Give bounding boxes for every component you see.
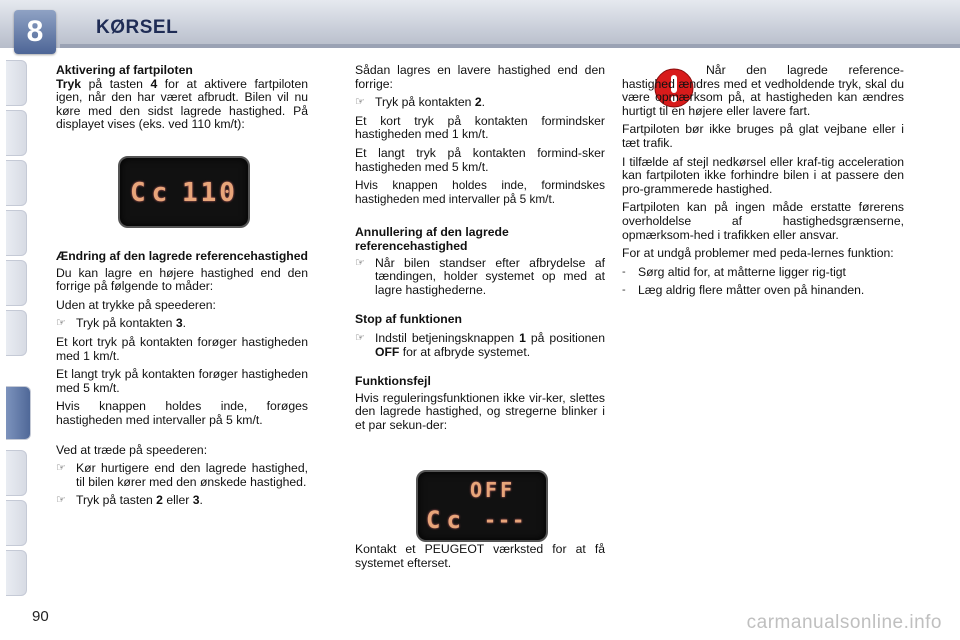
heading-change-reference: Ændring af den lagrede referencehastighed — [56, 249, 308, 263]
pointing-hand-icon: ☞ — [355, 331, 365, 344]
bullet-item: ☞ Tryk på tasten 2 eller 3. — [56, 493, 203, 508]
pointing-hand-icon: ☞ — [355, 256, 365, 269]
dash-item: - Sørg altid for, at måtterne ligger rig-tigt — [622, 264, 846, 279]
chapter-number-badge: 8 — [14, 10, 56, 54]
pointing-hand-icon: ☞ — [56, 317, 66, 330]
paragraph: I tilfælde af stejl nedkørsel eller kraf-tig acceleration kan fartpiloten ikke forhindre bilen i at passere den pro-grammerede hastighed. — [622, 154, 904, 196]
paragraph: Ved at træde på speederen: — [56, 442, 208, 457]
chapter-title: KØRSEL — [96, 17, 179, 38]
pointing-hand-icon: ☞ — [56, 494, 66, 507]
paragraph: Et langt tryk på kontakten forøger hastigheden med 5 km/t. — [56, 367, 308, 395]
heading-activation: Aktivering af fartpiloten — [56, 63, 193, 77]
page-number: 90 — [32, 608, 49, 625]
chapter-tab[interactable] — [6, 450, 27, 496]
column-1-lower — [56, 250, 308, 513]
paragraph: Du kan lagre en højere hastighed end den forrige på følgende to måder: — [56, 265, 308, 294]
cruise-display-fault — [416, 470, 548, 542]
chapter-tabs — [0, 60, 30, 580]
chapter-tab[interactable] — [6, 210, 27, 256]
heading-cancel-reference: Annullering af den lagrede referencehastighed — [355, 225, 509, 253]
dash-item: - Læg aldrig flere måtter oven på hinanden. — [622, 283, 865, 298]
column-1 — [56, 64, 308, 137]
display-symbol: Cc — [426, 506, 467, 534]
paragraph: Hvis knappen holdes inde, forøges hastigheden med intervaller på 5 km/t. — [56, 399, 308, 427]
paragraph: Sådan lagres en lavere hastighed end den forrige: — [355, 63, 605, 91]
display-symbol: Cc — [130, 178, 174, 208]
chapter-tab[interactable] — [6, 110, 27, 156]
paragraph: Tryk på tasten 4 for at aktivere fartpiloten igen, når den har været afbrudt. Bilen vil nu køre med den sidst lagrede hastighed. På displayet vises (eks. ved 110 km/t): — [56, 76, 308, 132]
chapter-tab[interactable] — [6, 500, 27, 546]
paragraph: Uden at trykke på speederen: — [56, 297, 216, 312]
heading-stop-function: Stop af funktionen — [355, 312, 462, 327]
paragraph: Fartpiloten bør ikke bruges på glat vejbane eller i tæt trafik. — [622, 122, 904, 150]
paragraph: Et langt tryk på kontakten formind-sker hastigheden med 5 km/t. — [355, 145, 605, 174]
watermark: carmanualsonline.info — [746, 612, 942, 633]
paragraph: Hvis knappen holdes inde, formindskes hastigheden med intervaller på 5 km/t. — [355, 178, 605, 206]
chapter-tab[interactable] — [6, 310, 27, 356]
paragraph: For at undgå problemer med peda-lernes funktion: — [622, 246, 894, 261]
pointing-hand-icon: ☞ — [56, 462, 66, 475]
paragraph-warning: Når den lagrede reference-hastighed ændres med et vedholdende tryk, skal du være opmærksom på, at hastigheden kan ændres hurtigt til en højere eller lavere fart. — [622, 63, 904, 118]
paragraph: Hvis reguleringsfunktionen ikke vir-ker, slettes den lagrede hastighed, og stregerne blinker i et par sekun-der: — [355, 390, 605, 432]
column-3 — [622, 64, 904, 303]
column-2 — [355, 64, 605, 437]
heading-malfunction: Funktionsfejl — [355, 374, 431, 389]
chapter-tab[interactable] — [6, 260, 27, 306]
header-rule — [60, 44, 960, 48]
chapter-tab-active[interactable] — [6, 386, 31, 440]
paragraph: Fartpiloten kan på ingen måde erstatte førerens overholdelse af hastighedsgrænserne, opmærksom-hed i trafikken eller ansvar. — [622, 200, 904, 242]
cruise-display-110 — [118, 156, 250, 228]
bullet-item: ☞ Kør hurtigere end den lagrede hastighed, til bilen kører med den ønskede hastighed. — [56, 461, 308, 489]
bullet-item: ☞ Indstil betjeningsknappen 1 på positionen OFF for at afbryde systemet. — [355, 330, 605, 359]
paragraph: Kontakt et PEUGEOT værksted for at få systemet efterset. — [355, 542, 605, 570]
chapter-tab[interactable] — [6, 160, 27, 206]
paragraph: Et kort tryk på kontakten forøger hastigheden med 1 km/t. — [56, 334, 308, 363]
chapter-tab[interactable] — [6, 550, 27, 596]
paragraph: Et kort tryk på kontakten formindsker hastigheden med 1 km/t. — [355, 113, 605, 142]
display-off-text: OFF — [470, 478, 516, 502]
pointing-hand-icon: ☞ — [355, 96, 365, 109]
bullet-item: ☞ Når bilen standser efter afbrydelse af tændingen, holder systemet op med at lagre hastighederne. — [355, 255, 605, 297]
bullet-item: ☞ Tryk på kontakten 3. — [56, 316, 186, 331]
chapter-tab[interactable] — [6, 60, 27, 106]
bullet-item: ☞ Tryk på kontakten 2. — [355, 95, 485, 110]
column-2-lower — [355, 543, 605, 575]
display-speed-value: 110 — [182, 178, 238, 208]
display-dashes: --- — [484, 508, 527, 532]
